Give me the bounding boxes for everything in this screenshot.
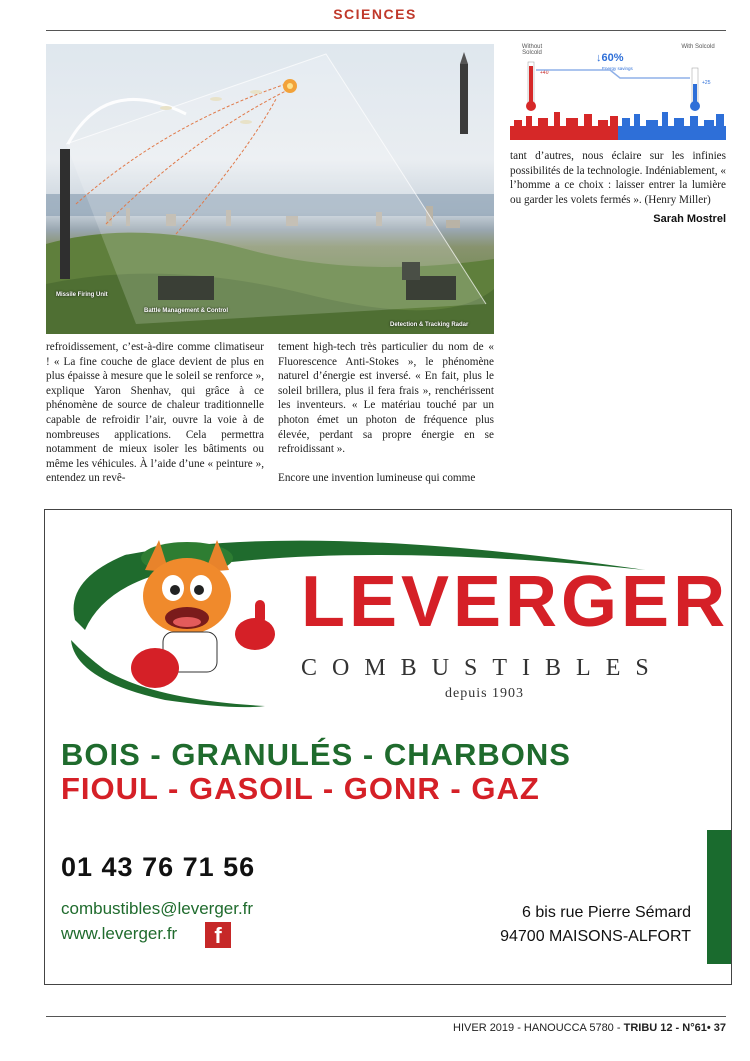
products-line-2: FIOUL - GASOIL - GONR - GAZ (61, 771, 540, 806)
missile-defense-photo (46, 44, 494, 334)
energy-saving-value: ↓60% (596, 52, 624, 64)
caption-battle-management: Battle Management & Control (144, 308, 229, 314)
hot-temp-label: +40 (540, 70, 549, 76)
footer-issue: HIVER 2019 - HANOUCCA 5780 - (453, 1022, 624, 1034)
address-street: 6 bis rue Pierre Sémard (522, 904, 691, 921)
email-link[interactable]: combustibles@leverger.fr (61, 899, 254, 918)
top-divider (46, 30, 726, 31)
address-city: 94700 MAISONS-ALFORT (500, 928, 691, 945)
missile-scene-illustration (46, 44, 494, 334)
bottom-divider (46, 1016, 726, 1017)
article-col2-paragraph-1: tement high-tech très particulier du nom de « Fluorescence Anti-Stokes », le phénomène naturel d’énergie est inversé. « En fait, plus le soleil brillera, plus il fera frais », renchérissent les inventeurs. « Le matériau touché par un photon émet un photon de fréquence plus élevée, perdant sa propre énergie en se refroidissant ». (278, 341, 494, 456)
since-year: depuis 1903 (445, 686, 525, 701)
leverger-advertisement (44, 509, 732, 985)
article-col2-paragraph-2: Encore une invention lumineuse qui comme (278, 471, 476, 484)
article-col3-text: tant d’autres, nous éclaire sur les infinies possibilités de la technologie. Indéniablement, « l’homme a ce choix : laisser entrer la lumière ou garder les volets fermés ». (Henry Miller) (510, 150, 726, 206)
author-signature: Sarah Mostrel (653, 213, 726, 225)
caption-missile-firing-unit: Missile Firing Unit (56, 292, 108, 298)
energy-saving-label: Energy savings (602, 66, 633, 71)
article-column-3 (510, 149, 726, 207)
with-solcold-label: With Solcold (681, 44, 715, 50)
ad-green-bar (707, 830, 731, 964)
without-solcold-label: Without Solcold (521, 44, 543, 56)
brand-name: LEVERGER (301, 562, 730, 642)
products-line-1: BOIS - GRANULÉS - CHARBONS (61, 737, 571, 772)
page-footer (453, 1022, 726, 1034)
brand-subtitle: COMBUSTIBLES (301, 655, 664, 681)
caption-radar: Detection & Tracking Radar (390, 322, 469, 328)
website-link[interactable]: www.leverger.fr (61, 924, 178, 943)
thermometer-skyline-graphic (510, 40, 726, 140)
article-column-1 (46, 340, 264, 486)
section-title: SCIENCES (333, 6, 417, 22)
phone-number: 01 43 76 71 56 (61, 852, 256, 882)
cold-temp-label: +25 (702, 80, 711, 86)
article-col1-text: refroidissement, c’est-à-dire comme climatiseur ! « La fine couche de glace devient de plus en plus épaisse à mesure que le soleil se renforce », explique Yaron Shenhav, qui grâce à ce phénomène de source de chaleur traditionnelle capable de refroidir l’air, ouvre la voie à de nombreuses applications. Cela permettra notamment de mieux isoler les bâtiments ou même les véhicules. À l’aide d’une « peinture », entendez un revê- (46, 341, 264, 485)
cat-mascot-logo (105, 530, 315, 710)
article-column-2 (278, 340, 494, 485)
footer-magazine: TRIBU 12 - N°61• 37 (623, 1022, 726, 1034)
facebook-icon[interactable]: f (205, 922, 231, 948)
solcold-infographic (510, 40, 726, 140)
